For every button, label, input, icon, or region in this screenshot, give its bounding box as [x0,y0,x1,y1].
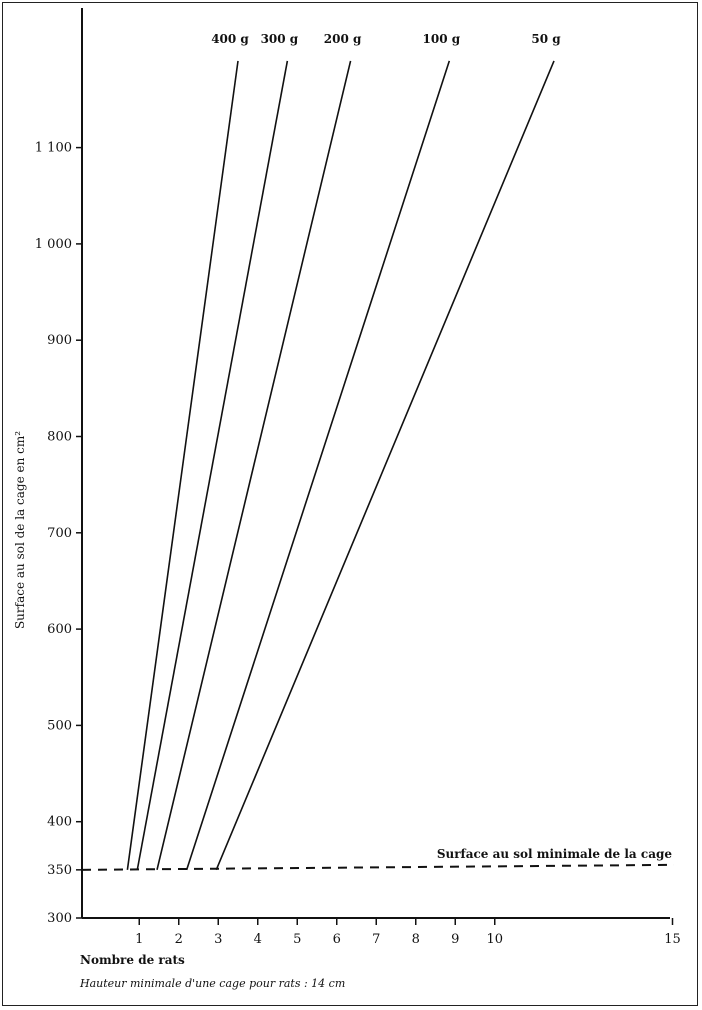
x-tick-label: 4 [253,932,262,947]
y-tick-label: 900 [47,333,72,349]
y-tick-label: 300 [47,911,72,926]
series-label: 200 g [323,31,362,46]
x-tick-label: 7 [372,932,381,947]
x-tick-label: 15 [664,932,681,947]
y-tick-label: 600 [47,622,72,638]
series-line-400g [127,61,238,870]
cage-height-note: Hauteur minimale d'une cage pour rats : 14 cm [80,977,346,990]
y-axis-title: Surface au sol de la cage en cm² [13,430,27,630]
series-line-100g [187,61,450,870]
y-tick-label: 800 [47,429,72,445]
minimum-surface-line [82,865,674,870]
y-tick-label: 700 [47,525,72,541]
x-tick-label: 6 [332,932,341,947]
y-tick-label: 1 000 [34,236,72,252]
y-tick-label: 350 [47,862,72,878]
x-tick-label: 8 [411,932,420,947]
series-label: 50 g [531,31,561,46]
x-axis-title: Nombre de rats [80,953,185,967]
series-line-300g [137,61,287,870]
y-tick-label: 400 [47,814,72,830]
x-tick-label: 5 [293,932,302,947]
y-tick-label: 1 100 [34,140,72,156]
x-tick-label: 2 [174,932,183,947]
y-tick-label: 500 [47,718,72,734]
series-line-50g [216,61,554,870]
x-tick-label: 10 [486,932,504,947]
x-tick-label: 1 [135,932,144,947]
series-line-200g [157,61,351,870]
x-tick-label: 9 [451,932,460,947]
series-label: 300 g [260,31,299,46]
minimum-surface-label: Surface au sol minimale de la cage [436,846,672,861]
series-label: 400 g [211,31,249,46]
series-label: 100 g [422,31,461,46]
x-tick-label: 3 [214,932,223,947]
